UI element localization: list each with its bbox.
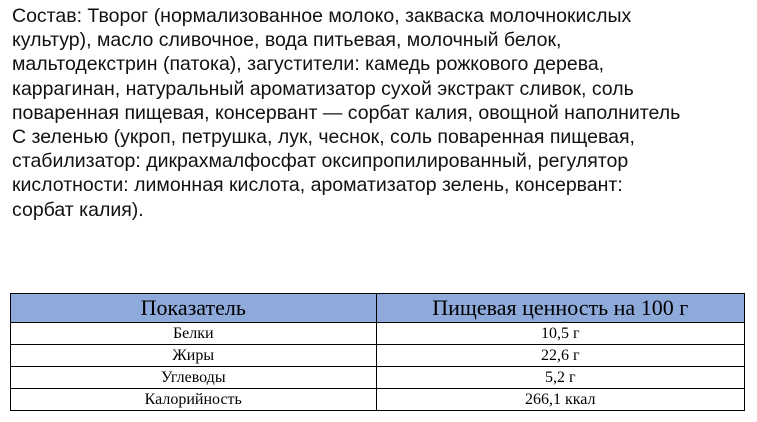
table-row xyxy=(11,345,745,367)
composition-line: мальтодекстрин (патока), загустители: камедь рожкового дерева, xyxy=(12,53,605,76)
composition-line: культур), масло сливочное, вода питьевая, молочный белок, xyxy=(12,29,562,52)
table-header-row xyxy=(11,294,745,323)
nutrition-table xyxy=(10,293,745,411)
table-row xyxy=(11,389,745,411)
composition-line: С зеленью (укроп, петрушка, лук, чеснок, соль поваренная пищевая, xyxy=(12,126,635,149)
header-nutritional-value: Пищевая ценность на 100 г xyxy=(376,294,744,323)
row-value: 266,1 ккал xyxy=(376,389,744,411)
row-value: 10,5 г xyxy=(376,323,744,345)
composition-line: кислотности: лимонная кислота, ароматизатор зелень, консервант: xyxy=(12,174,623,197)
composition-text xyxy=(12,4,752,222)
header-indicator: Показатель xyxy=(11,294,377,323)
row-value: 22,6 г xyxy=(376,345,744,367)
row-label: Калорийность xyxy=(11,389,377,411)
composition-line: стабилизатор: дикрахмалфосфат оксипропилированный, регулятор xyxy=(12,150,629,173)
row-value: 5,2 г xyxy=(376,367,744,389)
composition-line: поваренная пищевая, консервант — сорбат калия, овощной наполнитель xyxy=(12,101,681,124)
composition-line: сорбат калия). xyxy=(12,198,144,221)
row-label: Жиры xyxy=(11,345,377,367)
table-row xyxy=(11,323,745,345)
row-label: Углеводы xyxy=(11,367,377,389)
composition-line: Состав: Творог (нормализованное молоко, закваска молочнокислых xyxy=(12,5,632,27)
row-label: Белки xyxy=(11,323,377,345)
composition-line: каррагинан, натуральный ароматизатор сухой экстракт сливок, соль xyxy=(12,77,634,100)
table-row xyxy=(11,367,745,389)
